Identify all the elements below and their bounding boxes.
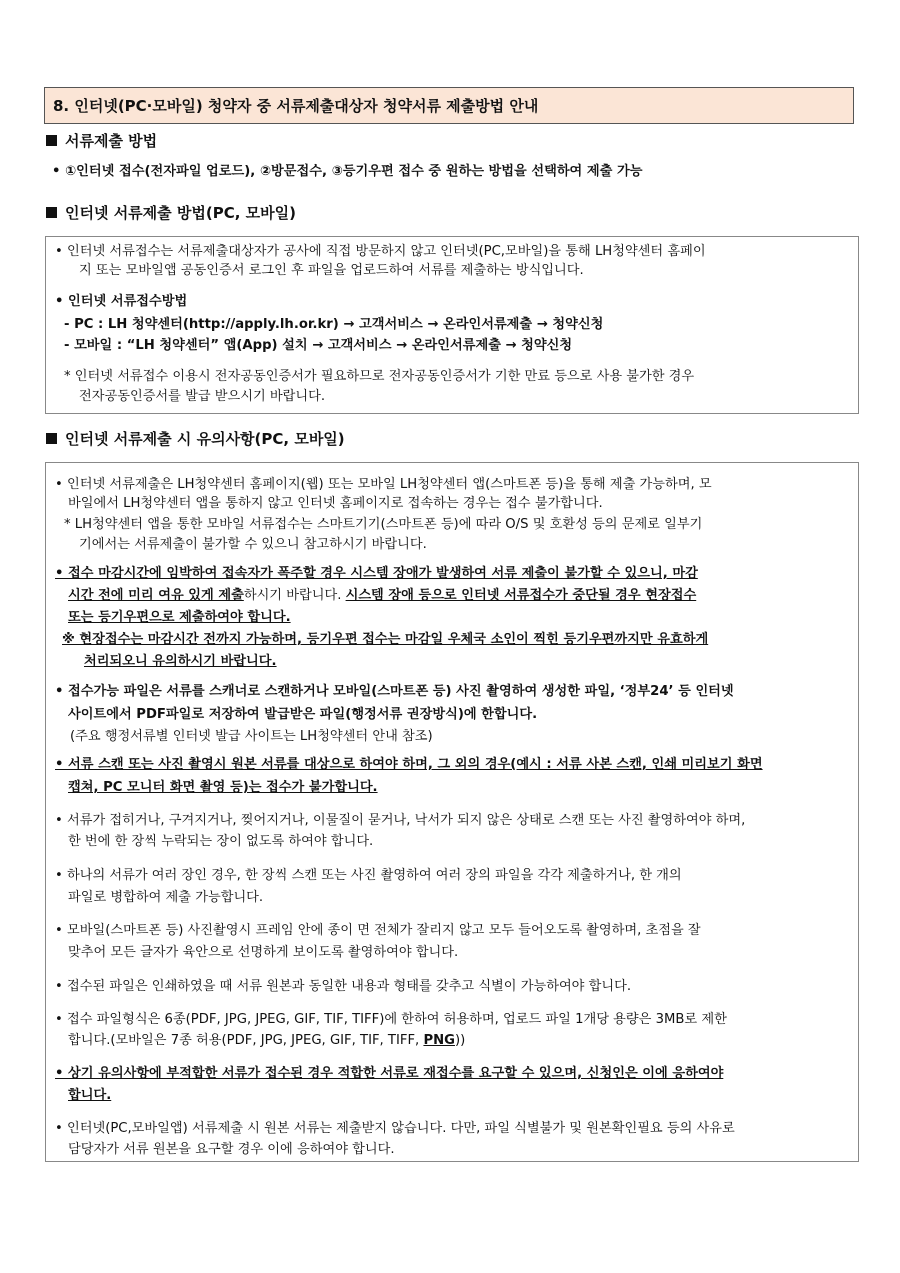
precaution-b2-emphasis: 시스템 장애 등으로 인터넷 서류접수가 중단될 경우 현장접수 bbox=[345, 588, 697, 603]
precaution-g1: • 모바일(스마트폰 등) 사진촬영시 프레임 안에 종이 면 전체가 잘리지 않고 모두 들어오도록 촬영하며, 초점을 잘 bbox=[55, 923, 701, 938]
precaution-j2: 합니다. bbox=[68, 1088, 112, 1103]
internet-method-p1a: • 인터넷 서류접수는 서류제출대상자가 공사에 직접 방문하지 않고 인터넷(PC,모바일)을 통해 LH청약센터 홈페이 bbox=[55, 244, 706, 259]
precaution-i1: • 접수 파일형식은 6종(PDF, JPG, JPEG, GIF, TIF, TIFF)에 한하여 허용하며, 업로드 파일 1개당 용량은 3MB로 제한 bbox=[55, 1012, 727, 1027]
internet-method-note-a: * 인터넷 서류접수 이용시 전자공동인증서가 필요하므로 전자공동인증서가 기한 만료 등으로 사용 불가한 경우 bbox=[64, 369, 695, 384]
precaution-d1: • 서류 스캔 또는 사진 촬영시 원본 서류를 대상으로 하여야 하며, 그 외의 경우(예시 : 서류 사본 스캔, 인쇄 미리보기 화면 bbox=[55, 757, 763, 772]
internet-method-p2: • 인터넷 서류접수방법 bbox=[55, 294, 188, 309]
precaution-e1: • 서류가 접히거나, 구겨지거나, 찢어지거나, 이물질이 묻거나, 낙서가 되지 않은 상태로 스캔 또는 사진 촬영하여야 하며, bbox=[55, 813, 746, 828]
precaution-i2-close: )) bbox=[454, 1033, 466, 1048]
precaution-b5: 처리되오니 유의하시기 바랍니다. bbox=[84, 654, 277, 669]
submission-method-bullet: • ①인터넷 접수(전자파일 업로드), ②방문접수, ③등기우편 접수 중 원하는 방법을 선택하여 제출 가능 bbox=[52, 164, 643, 179]
precaution-e2: 한 번에 한 장씩 누락되는 장이 없도록 하여야 합니다. bbox=[68, 834, 374, 849]
precaution-a4: 기에서는 서류제출이 불가할 수 있으니 참고하시기 바랍니다. bbox=[79, 537, 427, 552]
precaution-c1: • 접수가능 파일은 서류를 스캐너로 스캔하거나 모바일(스마트폰 등) 사진 촬영하여 생성한 파일, ‘정부24’ 등 인터넷 bbox=[55, 684, 734, 699]
precaution-b2-plain: 하시기 바랍니다. bbox=[243, 588, 346, 603]
precaution-g2: 맞추어 모든 글자가 육안으로 선명하게 보이도록 촬영하여야 합니다. bbox=[68, 945, 459, 960]
precaution-d2: 캡쳐, PC 모니터 화면 촬영 등)는 접수가 불가합니다. bbox=[68, 780, 378, 795]
section-heading-text: 인터넷 서류제출 방법(PC, 모바일) bbox=[65, 204, 296, 222]
square-bullet-icon bbox=[46, 135, 57, 146]
section-heading-text: 인터넷 서류제출 시 유의사항(PC, 모바일) bbox=[65, 430, 345, 448]
precaution-b4: ※ 현장접수는 마감시간 전까지 가능하며, 등기우편 접수는 마감일 우체국 소인이 찍힌 등기우편까지만 유효하게 bbox=[62, 632, 709, 647]
square-bullet-icon bbox=[46, 207, 57, 218]
precaution-f2: 파일로 병합하여 제출 가능합니다. bbox=[68, 890, 264, 905]
internet-method-pc: - PC : LH 청약센터(http://apply.lh.or.kr) → 고객서비스 → 온라인서류제출 → 청약신청 bbox=[64, 317, 604, 332]
precaution-a3: * LH청약센터 앱을 통한 모바일 서류접수는 스마트기기(스마트폰 등)에 따라 O/S 및 호환성 등의 문제로 일부기 bbox=[64, 517, 703, 532]
precaution-i2 bbox=[68, 1032, 465, 1050]
internet-method-p1b: 지 또는 모바일앱 공동인증서 로그인 후 파일을 업로드하여 서류를 제출하는 방식입니다. bbox=[79, 263, 584, 278]
internet-method-mobile: - 모바일 : “LH 청약센터” 앱(App) 설치 → 고객서비스 → 온라인서류제출 → 청약신청 bbox=[64, 338, 573, 353]
precaution-b2 bbox=[68, 587, 696, 605]
precaution-b1: • 접수 마감시간에 임박하여 접속자가 폭주할 경우 시스템 장애가 발생하여 서류 제출이 불가할 수 있으니, 마감 bbox=[55, 566, 698, 581]
precaution-k2: 담당자가 서류 원본을 요구할 경우 이에 응하여야 합니다. bbox=[68, 1142, 395, 1157]
precaution-c3: (주요 행정서류별 인터넷 발급 사이트는 LH청약센터 안내 참조) bbox=[70, 729, 433, 744]
square-bullet-icon bbox=[46, 433, 57, 444]
page-title bbox=[44, 87, 854, 124]
precaution-k1: • 인터넷(PC,모바일앱) 서류제출 시 원본 서류는 제출받지 않습니다. 다만, 파일 식별불가 및 원본확인필요 등의 사유로 bbox=[55, 1121, 735, 1136]
precaution-i2-png: PNG bbox=[423, 1033, 455, 1048]
section-heading-internet-method bbox=[46, 202, 296, 223]
precaution-h1: • 접수된 파일은 인쇄하였을 때 서류 원본과 동일한 내용과 형태를 갖추고 식별이 가능하여야 합니다. bbox=[55, 979, 632, 994]
precaution-i2-text: 합니다.(모바일은 7종 허용(PDF, JPG, JPEG, GIF, TIF, TIFF, bbox=[68, 1033, 424, 1048]
precaution-a1: • 인터넷 서류제출은 LH청약센터 홈페이지(웹) 또는 모바일 LH청약센터 앱(스마트폰 등)을 통해 제출 가능하며, 모 bbox=[55, 477, 712, 492]
precaution-a2: 바일에서 LH청약센터 앱을 통하지 않고 인터넷 홈페이지로 접속하는 경우는 접수 불가합니다. bbox=[68, 496, 603, 511]
precaution-f1: • 하나의 서류가 여러 장인 경우, 한 장씩 스캔 또는 사진 촬영하여 여러 장의 파일을 각각 제출하거나, 한 개의 bbox=[55, 868, 682, 883]
section-heading-precautions bbox=[46, 428, 345, 449]
precaution-c2: 사이트에서 PDF파일로 저장하여 발급받은 파일(행정서류 권장방식)에 한합니다. bbox=[68, 707, 538, 722]
internet-method-note-b: 전자공동인증서를 발급 받으시기 바랍니다. bbox=[79, 389, 326, 404]
precaution-b3: 또는 등기우편으로 제출하여야 합니다. bbox=[68, 610, 291, 625]
section-heading-text: 서류제출 방법 bbox=[65, 132, 158, 150]
page-title-text: 8. 인터넷(PC·모바일) 청약자 중 서류제출대상자 청약서류 제출방법 안내 bbox=[53, 97, 539, 115]
precaution-j1: • 상기 유의사항에 부적합한 서류가 접수된 경우 적합한 서류로 재접수를 요구할 수 있으며, 신청인은 이에 응하여야 bbox=[55, 1066, 724, 1081]
section-heading-submission-method bbox=[46, 130, 157, 151]
precaution-b2-underlined: 시간 전에 미리 여유 있게 제출 bbox=[68, 588, 244, 603]
